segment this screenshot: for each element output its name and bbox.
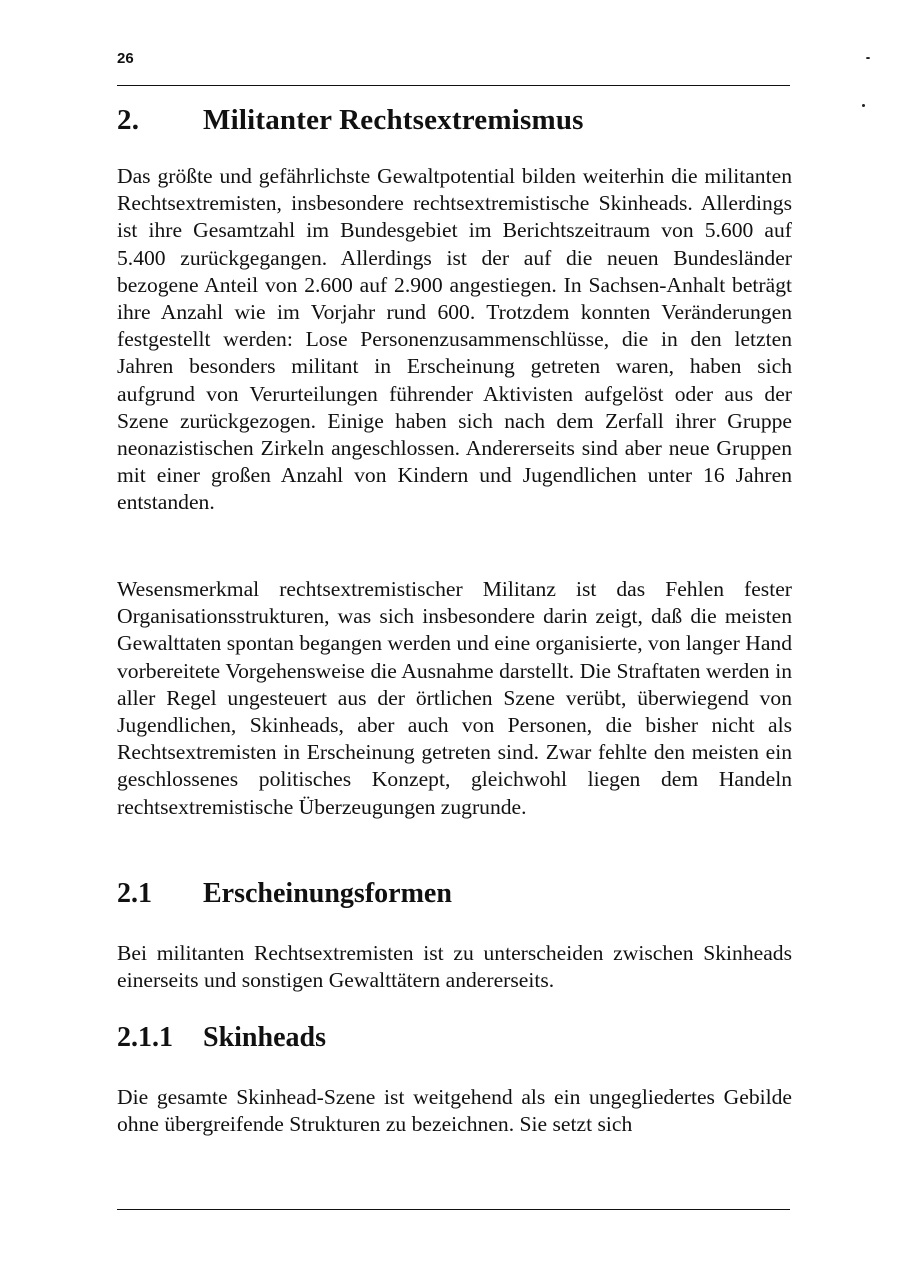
footer-rule — [117, 1209, 790, 1210]
section-title: Skinheads — [203, 1022, 326, 1053]
scan-speck — [866, 57, 870, 59]
header-rule — [117, 85, 790, 86]
section-title: Erscheinungsformen — [203, 878, 452, 909]
body-paragraph: Das größte und gefährlichste Gewaltpotential bilden weiterhin die militanten Rechtsextremisten, insbesondere rechtsextremistische Skinheads. Allerdings ist ihre Gesamtzahl im Bundesgebiet im Berichtszeitraum von 5.600 auf 5.400 zurückgegangen. Allerdings ist der auf die neuen Bundesländer bezogene Anteil von 2.600 auf 2.900 angestiegen. In Sachsen-Anhalt beträgt ihre Anzahl wie im Vorjahr rund 600. Trotzdem konnten Veränderungen festgestellt werden: Lose Personenzusammenschlüsse, die in den letzten Jahren besonders militant in Erscheinung getreten waren, haben sich aufgrund von Verurteilungen führender Aktivisten aufgelöst oder aus der Szene zurückgezogen. Einige haben sich nach dem Zerfall ihrer Gruppe neonazistischen Zirkeln angeschlossen. Andererseits sind aber neue Gruppen mit einer großen Anzahl von Kindern und Jugendlichen unter 16 Jahren entstanden. — [117, 164, 792, 515]
section-number: 2. — [117, 104, 140, 136]
section-heading-2-1 — [117, 876, 452, 912]
section-title: Militanter Rechtsextremismus — [203, 104, 584, 136]
section-number: 2.1.1 — [117, 1022, 173, 1053]
body-paragraph: Wesensmerkmal rechtsextremistischer Militanz ist das Fehlen fester Organisationsstrukturen, was sich insbesondere darin zeigt, daß die meisten Gewalttaten spontan begangen werden und eine organisierte, von langer Hand vorbereitete Vorgehensweise die Ausnahme darstellt. Die Straftaten werden in aller Regel ungesteuert aus der örtlichen Szene verübt, überwiegend von Jugendlichen, Skinheads, aber auch von Personen, die bisher nicht als Rechtsextremisten in Erscheinung getreten sind. Zwar fehlte den meisten ein geschlossenes politisches Konzept, gleichwohl liegen dem Handeln rechtsextremistische Überzeugungen zugrunde. — [117, 577, 792, 819]
body-paragraph: Bei militanten Rechtsextremisten ist zu unterscheiden zwischen Skinheads einerseits und sonstigen Gewalttätern andererseits. — [117, 941, 792, 993]
section-heading-2-1-1 — [117, 1020, 326, 1056]
body-paragraph: Die gesamte Skinhead-Szene ist weitgehend als ein ungegliedertes Gebilde ohne übergreifende Strukturen zu bezeichnen. Sie setzt sich — [117, 1085, 792, 1137]
section-heading-2 — [117, 102, 584, 138]
page-number: 26 — [117, 50, 134, 67]
scan-speck — [862, 104, 865, 107]
section-number: 2.1 — [117, 878, 152, 909]
